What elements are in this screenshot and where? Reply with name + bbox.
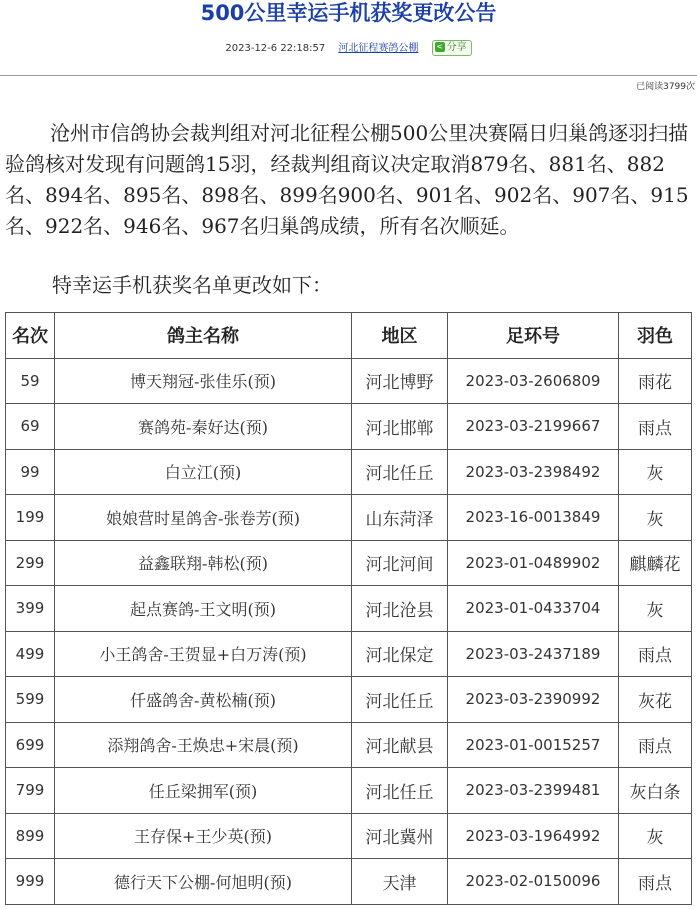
- region-cell: 河北任丘: [352, 768, 448, 814]
- owner-cell: 仟盛鸽舍-黄松楠(预): [55, 677, 352, 723]
- table-row: [6, 540, 692, 586]
- region-cell: 河北沧县: [352, 586, 448, 632]
- feather-color-cell: 雨点: [619, 859, 692, 905]
- rank-cell: 399: [6, 586, 55, 632]
- region-cell: 河北邯郸: [352, 404, 448, 450]
- ring-number-cell: 2023-02-0150096: [448, 859, 619, 905]
- winners-table: [5, 312, 692, 905]
- region-cell: 山东菏泽: [352, 495, 448, 541]
- table-header-row: [6, 313, 692, 359]
- table-row: [6, 768, 692, 814]
- feather-color-cell: 灰花: [619, 677, 692, 723]
- owner-cell: 添翔鸽舍-王焕忠+宋晨(预): [55, 722, 352, 768]
- region-cell: 河北任丘: [352, 677, 448, 723]
- table-row: [6, 358, 692, 404]
- page-title: 500公里幸运手机获奖更改公告: [200, 1, 497, 25]
- region-cell: 河北冀州: [352, 813, 448, 859]
- ring-number-cell: 2023-01-0015257: [448, 722, 619, 768]
- list-subheading: 特幸运手机获奖名单更改如下：: [52, 273, 332, 297]
- table-body: [6, 358, 692, 904]
- ring-number-cell: 2023-03-1964992: [448, 813, 619, 859]
- ring-number-cell: 2023-03-2399481: [448, 768, 619, 814]
- ring-number-cell: 2023-01-0489902: [448, 540, 619, 586]
- ring-number-cell: 2023-16-0013849: [448, 495, 619, 541]
- rank-cell: 69: [6, 404, 55, 450]
- rank-cell: 199: [6, 495, 55, 541]
- table-row: [6, 495, 692, 541]
- share-icon: <: [436, 42, 443, 51]
- region-cell: 河北献县: [352, 722, 448, 768]
- feather-color-cell: 灰白条: [619, 768, 692, 814]
- feather-color-cell: 雨点: [619, 404, 692, 450]
- publish-date: 2023-12-6 22:18:57: [225, 43, 326, 54]
- header-ring-number: 足环号: [448, 313, 619, 359]
- region-cell: 河北河间: [352, 540, 448, 586]
- rank-cell: 999: [6, 859, 55, 905]
- rank-cell: 59: [6, 358, 55, 404]
- source-link[interactable]: 河北征程赛鸽公棚: [338, 43, 419, 54]
- ring-number-cell: 2023-03-2390992: [448, 677, 619, 723]
- feather-color-cell: 灰: [619, 449, 692, 495]
- table-row: [6, 859, 692, 905]
- feather-color-cell: 灰: [619, 586, 692, 632]
- table-row: [6, 677, 692, 723]
- rank-cell: 799: [6, 768, 55, 814]
- table-row: [6, 404, 692, 450]
- owner-cell: 博天翔冠-张佳乐(预): [55, 358, 352, 404]
- rank-cell: 99: [6, 449, 55, 495]
- header-rank: 名次: [6, 313, 55, 359]
- header-feather-color: 羽色: [619, 313, 692, 359]
- announcement-text: 沧州市信鸽协会裁判组对河北征程公棚500公里决赛隔日归巢鸽逐羽扫描验鸽核对发现有问题鸽15羽，经裁判组商议决定取消879名、881名、882名、894名、895名、898名、899名900名、901名、902名、907名、915名、922名、946名、967名归巢鸽成绩，所有名次顺延。: [5, 121, 689, 238]
- rank-cell: 899: [6, 813, 55, 859]
- rank-cell: 599: [6, 677, 55, 723]
- table-row: [6, 813, 692, 859]
- header-region: 地区: [352, 313, 448, 359]
- owner-cell: 益鑫联翔-韩松(预): [55, 540, 352, 586]
- owner-cell: 赛鸽苑-秦好达(预): [55, 404, 352, 450]
- article-meta: [0, 40, 697, 58]
- feather-color-cell: 雨花: [619, 358, 692, 404]
- table-row: [6, 631, 692, 677]
- ring-number-cell: 2023-03-2437189: [448, 631, 619, 677]
- feather-color-cell: 灰: [619, 813, 692, 859]
- ring-number-cell: 2023-03-2398492: [448, 449, 619, 495]
- header-divider: [0, 75, 697, 76]
- table-row: [6, 449, 692, 495]
- feather-color-cell: 雨点: [619, 722, 692, 768]
- table-row: [6, 722, 692, 768]
- region-cell: 河北保定: [352, 631, 448, 677]
- read-count: 已阅读3799次: [636, 82, 695, 92]
- region-cell: 河北博野: [352, 358, 448, 404]
- table-row: [6, 586, 692, 632]
- rank-cell: 499: [6, 631, 55, 677]
- rank-cell: 699: [6, 722, 55, 768]
- share-button[interactable]: [432, 40, 472, 56]
- owner-cell: 王存保+王少英(预): [55, 813, 352, 859]
- owner-cell: 小王鸽舍-王贺显+白万涛(预): [55, 631, 352, 677]
- ring-number-cell: 2023-03-2199667: [448, 404, 619, 450]
- owner-cell: 任丘梁拥军(预): [55, 768, 352, 814]
- owner-cell: 起点赛鸽-王文明(预): [55, 586, 352, 632]
- owner-cell: 娘娘营时星鸽舍-张卷芳(预): [55, 495, 352, 541]
- region-cell: 河北任丘: [352, 449, 448, 495]
- owner-cell: 德行天下公棚-何旭明(预): [55, 859, 352, 905]
- feather-color-cell: 雨点: [619, 631, 692, 677]
- feather-color-cell: 灰: [619, 495, 692, 541]
- region-cell: 天津: [352, 859, 448, 905]
- feather-color-cell: 麒麟花: [619, 540, 692, 586]
- ring-number-cell: 2023-03-2606809: [448, 358, 619, 404]
- share-label: 分享: [446, 42, 467, 53]
- announcement-paragraph: [5, 118, 693, 242]
- owner-cell: 白立江(预): [55, 449, 352, 495]
- ring-number-cell: 2023-01-0433704: [448, 586, 619, 632]
- header-owner: 鸽主名称: [55, 313, 352, 359]
- rank-cell: 299: [6, 540, 55, 586]
